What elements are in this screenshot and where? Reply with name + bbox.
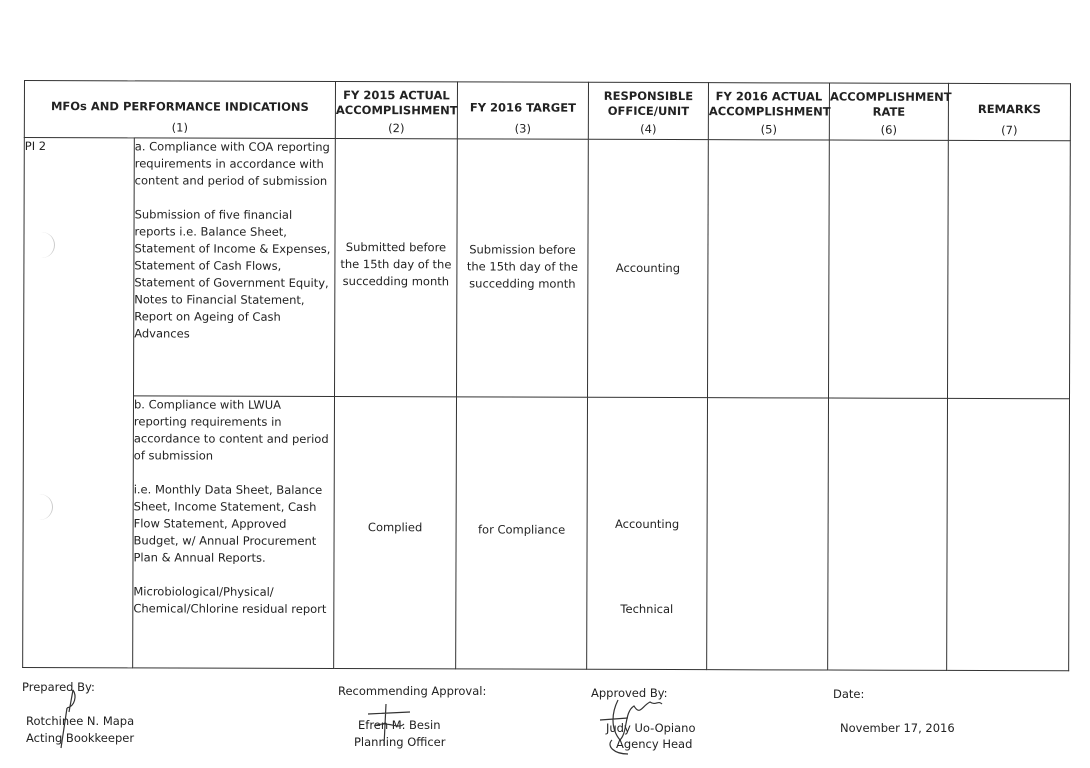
remarks-cell <box>948 140 1071 398</box>
indicator-cell <box>133 396 335 669</box>
remarks-cell <box>947 398 1070 670</box>
fy2015-cell: Complied <box>334 396 457 668</box>
office-cell: Accounting Technical <box>587 397 708 669</box>
signature-scribble <box>598 692 668 758</box>
target-cell: for Compliance <box>456 397 588 669</box>
fy2015-cell: Submitted before the 15th day of the succedding month <box>335 138 458 396</box>
recommending-approval-label: Recommending Approval: <box>338 684 487 698</box>
indicator-text: Submission of five financial reports i.e. Balance Sheet, Statement of Income & Expenses, Statement of Cash Flows, Statement of Government Equity, Notes to Financial Statement, Report on Ageing of Cash Advances <box>134 207 331 341</box>
rate-cell <box>829 140 949 398</box>
indicator-text: a. Compliance with COA reporting requirements in accordance with content and period of submission <box>134 139 330 188</box>
pi-label: PI 2 <box>23 138 135 668</box>
header-remarks: REMARKS (7) <box>948 83 1070 140</box>
header-responsible-office: RESPONSIBLE OFFICE/UNIT (4) <box>588 82 708 139</box>
header-row <box>24 81 1070 141</box>
indicator-cell <box>134 138 336 397</box>
prepared-by-label: Prepared By: <box>22 680 95 694</box>
approved-by-label: Approved By: <box>591 686 668 700</box>
target-cell: Submission before the 15th day of the succedding month <box>457 139 589 397</box>
indicator-text: b. Compliance with LWUA reporting requirements in accordance to content and period of submission <box>133 397 329 463</box>
prepared-by-title: Acting Bookkeeper <box>26 731 135 745</box>
signature-scribble <box>364 700 424 752</box>
header-fy2015: FY 2015 ACTUAL ACCOMPLISHMENT (2) <box>335 81 457 138</box>
indicator-text: Microbiological/Physical/ Chemical/Chlorine residual report <box>133 584 327 616</box>
office-cell: Accounting <box>588 139 709 397</box>
table-row <box>24 138 1071 399</box>
approved-title: Agency Head <box>616 737 693 751</box>
header-accomplishment-rate: ACCOMPLISHMENT RATE (6) <box>829 83 948 140</box>
approved-name: Judy Uo-Opiano <box>606 721 696 735</box>
fy2016-actual-cell <box>707 398 829 670</box>
header-mfo: MFOs AND PERFORMANCE INDICATIONS (1) <box>24 81 335 139</box>
signature-scribble <box>55 684 85 754</box>
prepared-by-name: Rotchinee N. Mapa <box>26 714 135 728</box>
table-row <box>23 396 1070 671</box>
rate-cell <box>828 398 948 670</box>
performance-table <box>22 80 1071 671</box>
recommending-name: Efren M. Besin <box>358 718 441 732</box>
date-label: Date: <box>833 687 865 701</box>
fy2016-actual-cell <box>708 140 830 398</box>
header-fy2016-actual: FY 2016 ACTUAL ACCOMPLISHMENT (5) <box>708 83 829 140</box>
recommending-title: Planning Officer <box>354 735 446 749</box>
date-value: November 17, 2016 <box>840 721 955 735</box>
indicator-text: i.e. Monthly Data Sheet, Balance Sheet, Income Statement, Cash Flow Statement, Approved Budget, w/ Annual Procurement Plan & Annual Reports. <box>133 482 323 565</box>
header-fy2016-target: FY 2016 TARGET (3) <box>457 82 588 139</box>
